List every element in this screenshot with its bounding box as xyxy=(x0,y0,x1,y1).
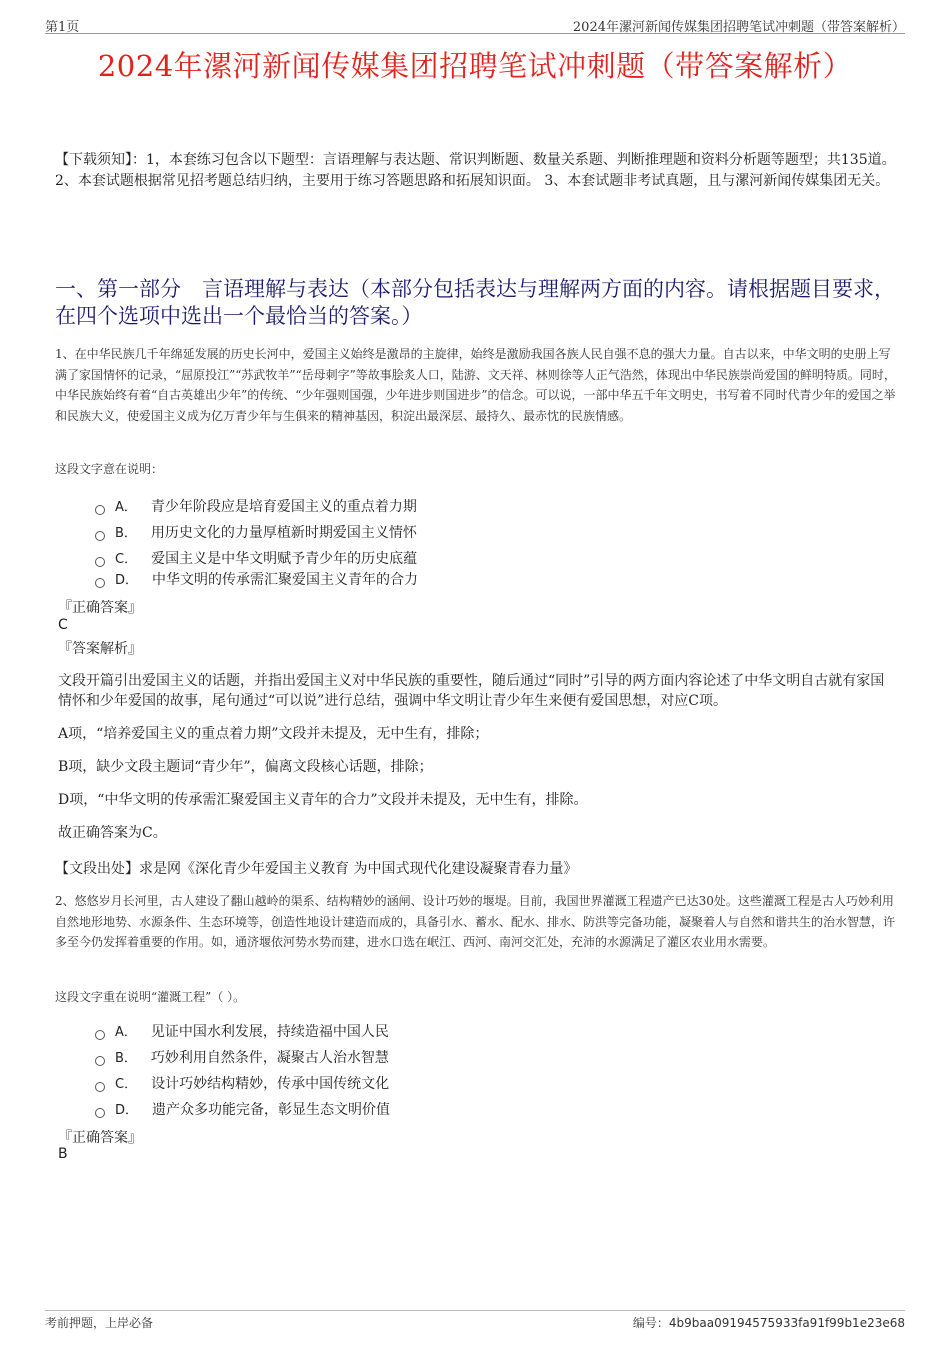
footer-code: 编号：4b9baa09194575933fa91f99b1e23e68 xyxy=(632,1316,905,1330)
download-notice: 【下载须知】：1，本套练习包含以下题型：言语理解与表达题、常识判断题、数量关系题、判断推理题和资料分析题等题型；共135道。 2、本套试题根据常见招考题总结归纳，主要用于练习答题思路和拓展知识面。 3、本套试题非考试真题，且与漯河新闻传媒集团无关。 xyxy=(55,152,896,189)
section-title: 一、第一部分 言语理解与表达（本部分包括表达与理解两方面的内容。请根据题目要求，在四个选项中选出一个最恰当的答案。） xyxy=(55,277,895,328)
analysis-paragraph: B项，缺少文段主题词“青少年”，偏离文段核心话题，排除； xyxy=(58,759,433,775)
option-d[interactable]: D． 中华文明的传承需汇聚爱国主义青年的合力 xyxy=(95,569,418,589)
radio-icon[interactable] xyxy=(95,1030,105,1040)
radio-icon[interactable] xyxy=(95,578,105,588)
footer-slogan: 考前押题，上岸必备 xyxy=(45,1316,154,1330)
question-2-prompt: 这段文字重在说明“灌溉工程”（ ）。 xyxy=(55,990,246,1004)
analysis-conclusion: 故正确答案为C。 xyxy=(58,825,167,841)
text-source: 【文段出处】求是网《深化青少年爱国主义教育 为中国式现代化建设凝聚青春力量》 xyxy=(55,861,578,877)
header-doc-title: 2024年漯河新闻传媒集团招聘笔试冲刺题（带答案解析） xyxy=(572,20,905,35)
option-a[interactable]: A． 青少年阶段应是培育爱国主义的重点着力期 xyxy=(95,496,417,516)
option-b[interactable]: B． 巧妙利用自然条件，凝聚古人治水智慧 xyxy=(95,1047,389,1067)
radio-icon[interactable] xyxy=(95,557,105,567)
footer-divider xyxy=(45,1310,905,1311)
answer-label: 『正确答案』 xyxy=(58,600,142,616)
analysis-paragraph: 文段开篇引出爱国主义的话题，并指出爱国主义对中华民族的重要性，随后通过“同时”引导的两方面内容论述了中华文明自古就有家国情怀和少年爱国的故事，尾句通过“可以说”进行总结，强调中华文明让青少年生来便有爱国思想，对应C项。 xyxy=(58,673,885,709)
question-1-text: 1、在中华民族几千年绵延发展的历史长河中，爱国主义始终是激昂的主旋律，始终是激励我国各族人民自强不息的强大力量。自古以来，中华文明的史册上写满了家国情怀的记录，“屈原投江”“苏武牧羊”“岳母刺字”等故事脍炙人口，陆游、文天祥、林则徐等人正气浩然，体现出中华民族崇尚爱国的鲜明特质。同时，中华民族始终有着“自古英雄出少年”的传统、“少年强则国强，少年进步则国进步”的信念。可以说，一部中华五千年文明史，书写着不同时代青少年的爱国之举和民族大义，使爱国主义成为亿万青少年与生俱来的精神基因，积淀出最深层、最持久、最赤忱的民族情感。 xyxy=(55,347,896,423)
header-divider xyxy=(45,33,905,34)
analysis-paragraph: D项，“中华文明的传承需汇聚爱国主义青年的合力”文段并未提及，无中生有，排除。 xyxy=(58,792,588,808)
option-a[interactable]: A． 见证中国水利发展，持续造福中国人民 xyxy=(95,1021,389,1041)
option-b[interactable]: B． 用历史文化的力量厚植新时期爱国主义情怀 xyxy=(95,522,417,542)
analysis-label: 『答案解析』 xyxy=(58,641,142,657)
option-c[interactable]: C． 爱国主义是中华文明赋予青少年的历史底蕴 xyxy=(95,548,417,568)
radio-icon[interactable] xyxy=(95,505,105,515)
question-2-text: 2、悠悠岁月长河里，古人建设了翻山越岭的渠系、结构精妙的涵闸、设计巧妙的堰堤。目前，我国世界灌溉工程遗产已达30处。这些灌溉工程是古人巧妙利用自然地形地势、水源条件、生态环境等，创造性地设计建造而成的，具备引水、蓄水、配水、排水、防洪等完备功能，凝聚着人与自然和谐共生的治水智慧，许多至今仍发挥着重要的作用。如，通济堰依河势水势而建，进水口选在岷江、西河、南河交汇处，充沛的水源满足了灌区农业用水需要。 xyxy=(55,894,896,949)
radio-icon[interactable] xyxy=(95,531,105,541)
option-c[interactable]: C． 设计巧妙结构精妙，传承中国传统文化 xyxy=(95,1073,389,1093)
answer-label: 『正确答案』 xyxy=(58,1130,142,1146)
page-title: 2024年漯河新闻传媒集团招聘笔试冲刺题（带答案解析） xyxy=(97,49,853,83)
option-d[interactable]: D． 遗产众多功能完备，彰显生态文明价值 xyxy=(95,1099,390,1119)
radio-icon[interactable] xyxy=(95,1108,105,1118)
page-number: 第1页 xyxy=(45,20,80,35)
radio-icon[interactable] xyxy=(95,1082,105,1092)
answer-value: B xyxy=(58,1146,68,1162)
analysis-paragraph: A项，“培养爱国主义的重点着力期”文段并未提及，无中生有，排除； xyxy=(58,726,489,742)
radio-icon[interactable] xyxy=(95,1056,105,1066)
answer-value: C xyxy=(58,617,68,633)
question-1-prompt: 这段文字意在说明： xyxy=(55,462,164,476)
